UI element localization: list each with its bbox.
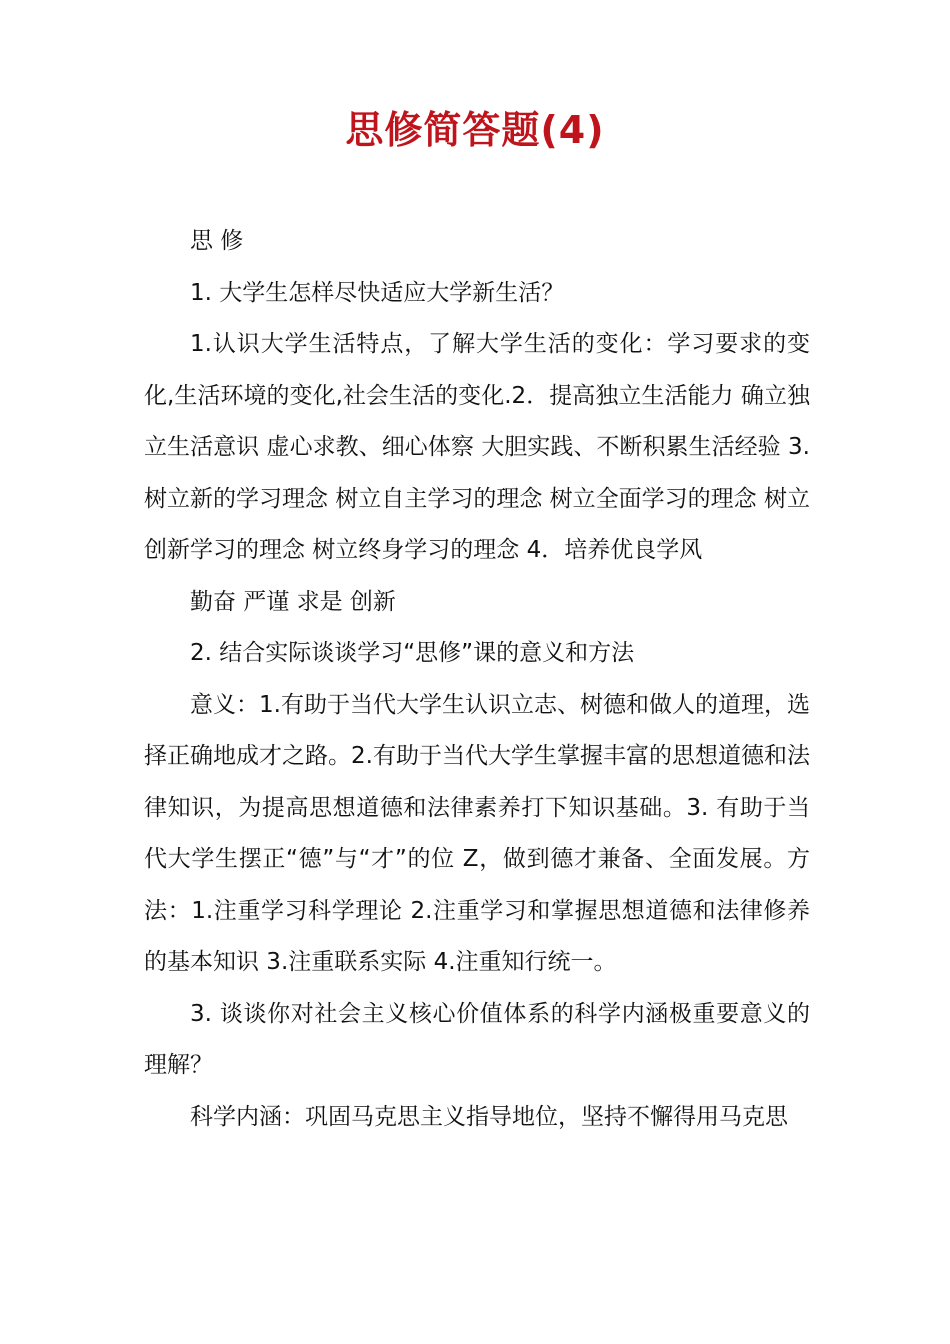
question-2: 2. 结合实际谈谈学习“思修”课的意义和方法 (190, 640, 635, 666)
answer-1-study-style: 勤奋 严谨 求是 创新 (190, 588, 396, 615)
answer-1: 1.认识大学生活特点，了解大学生活的变化：学习要求的变化,生活环境的变化,社会生活的变化.2．提高独立生活能力 确立独立生活意识 虚心求教、细心体察 大胆实践、不断积累生活经验 3.树立新的学习理念 树立自主学习的理念 树立全面学习的理念 树立创新学习的理念 树立终身学习的理念 4．培养优良学风 (144, 331, 810, 563)
document-title: 思修简答题(4) (345, 108, 605, 152)
answer-2: 意义：1.有助于当代大学生认识立志、树德和做人的道理，选择正确地成才之路。2.有助于当代大学生掌握丰富的思想道德和法律知识，为提高思想道德和法律素养打下知识基础。3. 有助于当代大学生摆正“德”与“才”的位 Z，做到德才兼备、全面发展。方法：1.注重学习科学理论 2.注重学习和掌握思想道德和法律修养的基本知识 3.注重联系实际 4.注重知行统一。 (144, 691, 810, 975)
answer-3: 科学内涵：巩固马克思主义指导地位，坚持不懈得用马克思 (190, 1103, 788, 1130)
question-1: 1. 大学生怎样尽快适应大学新生活？ (190, 279, 565, 306)
paragraph-heading-sixiu: 思 修 (190, 228, 244, 254)
document-body (144, 216, 810, 1143)
question-3: 3. 谈谈你对社会主义核心价值体系的科学内涵极重要意义的理解？ (144, 1000, 810, 1078)
